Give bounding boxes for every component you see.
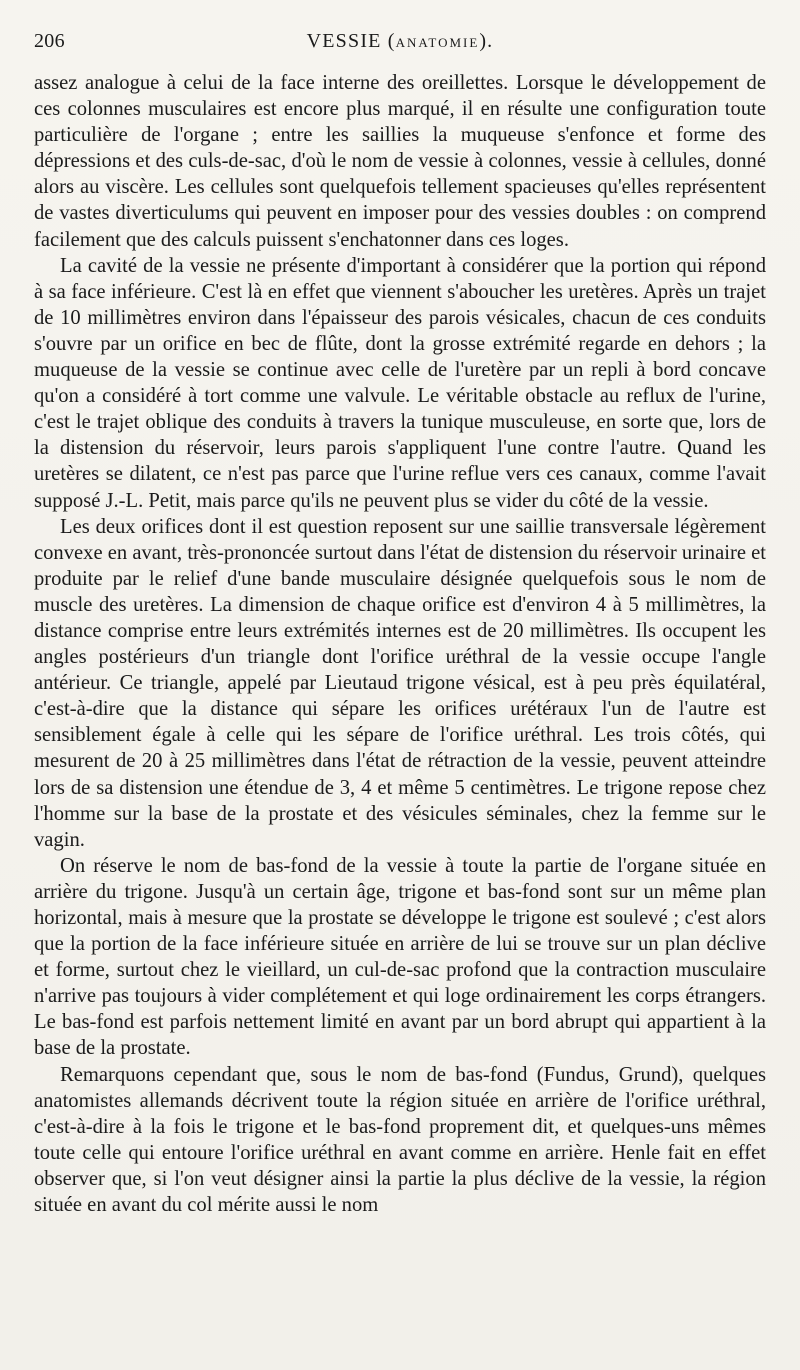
running-title-close: ). <box>479 30 494 52</box>
paragraph: La cavité de la vessie ne présente d'important à considérer que la portion qui répond à sa face inférieure. C'est là en effet que viennent s'aboucher les uretères. Après un trajet de 10 millimètres environ dans l'épaisseur des parois vésicales, chacun de ces conduits s'ouvre par un orifice en bec de flûte, dont la grosse extrémité regarde en dehors ; la muqueuse de la vessie se continue avec celle de l'uretère par un repli à bord concave qu'on a considéré à tort comme une valvule. Le véritable obstacle au reflux de l'urine, c'est le trajet oblique des conduits à travers la tunique musculeuse, en sorte que, lors de la distension du réservoir, leurs parois s'appliquent l'une contre l'autre. Quand les uretères se dilatent, ce n'est pas parce que l'urine reflue vers ces canaux, comme l'avait supposé J.-L. Petit, mais parce qu'ils ne peuvent plus se vider du côté de la vessie. <box>34 254 766 512</box>
page-header <box>34 28 766 64</box>
paragraph: Les deux orifices dont il est question reposent sur une saillie transversale légèrement convexe en avant, très-prononcée surtout dans l'état de distension du réservoir urinaire et produite par le relief d'une bande musculaire désignée quelquefois sous le nom de muscle des uretères. La dimension de chaque orifice est d'environ 4 à 5 millimètres, la distance comprise entre leurs extrémités internes est de 20 millimètres. Ils occupent les angles postérieurs d'un triangle dont l'orifice uréthral de la vessie occupe l'angle antérieur. Ce triangle, appelé par Lieutaud trigone vésical, est à peu près équilatéral, c'est-à-dire que la distance qui sépare les orifices urétéraux l'un de l'autre est sensiblement égale à celle qui les sépare de l'orifice uréthral. Les trois côtés, qui mesurent de 20 à 25 millimètres dans l'état de rétraction de la vessie, peuvent atteindre lors de sa distension une étendue de 3, 4 et même 5 centimètres. Le trigone repose chez l'homme sur la base de la prostate et des vésicules séminales, chez la femme sur le vagin. <box>34 515 766 851</box>
page-number: 206 <box>34 30 65 52</box>
body-text <box>34 70 766 1218</box>
running-title-main: VESSIE ( <box>306 30 396 52</box>
running-title <box>34 30 766 53</box>
running-title-section: ANATOMIE <box>395 35 480 50</box>
paragraph: Remarquons cependant que, sous le nom de bas-fond (Fundus, Grund), quelques anatomistes allemands décrivent toute la région située en arrière de l'orifice uréthral, c'est-à-dire à la fois le trigone et le bas-fond proprement dit, et quelques-uns mêmes toute celle qui entoure l'orifice uréthral en avant comme en arrière. Henle fait en effet observer que, si l'on veut désigner ainsi la partie la plus déclive de la vessie, la région située en avant du col mérite aussi le nom <box>34 1063 766 1217</box>
paragraph: On réserve le nom de bas-fond de la vessie à toute la partie de l'organe située en arrière du trigone. Jusqu'à un certain âge, trigone et bas-fond sont sur un même plan horizontal, mais à mesure que la prostate se développe le trigone est soulevé ; c'est alors que la portion de la face inférieure située en arrière de lui se trouve sur un plan déclive et forme, surtout chez le vieillard, un cul-de-sac profond que la contraction musculaire n'arrive pas toujours à vider complétement et qui loge ordinairement les corps étrangers. Le bas-fond est parfois nettement limité en avant par un bord abrupt qui appartient à la base de la prostate. <box>34 854 766 1060</box>
paragraph-continued: assez analogue à celui de la face interne des oreillettes. Lorsque le développement de ces colonnes musculaires est encore plus marqué, il en résulte une configuration toute particulière de l'organe ; entre les saillies la muqueuse s'enfonce et forme des dépressions et des culs-de-sac, d'où le nom de vessie à colonnes, vessie à cellules, donné alors au viscère. Les cellules sont quelquefois tellement spacieuses qu'elles représentent de vastes diverticulums qui peuvent en imposer pour des vessies doubles : on comprend facilement que des calculs puissent s'enchatonner dans ces loges. <box>34 72 766 251</box>
